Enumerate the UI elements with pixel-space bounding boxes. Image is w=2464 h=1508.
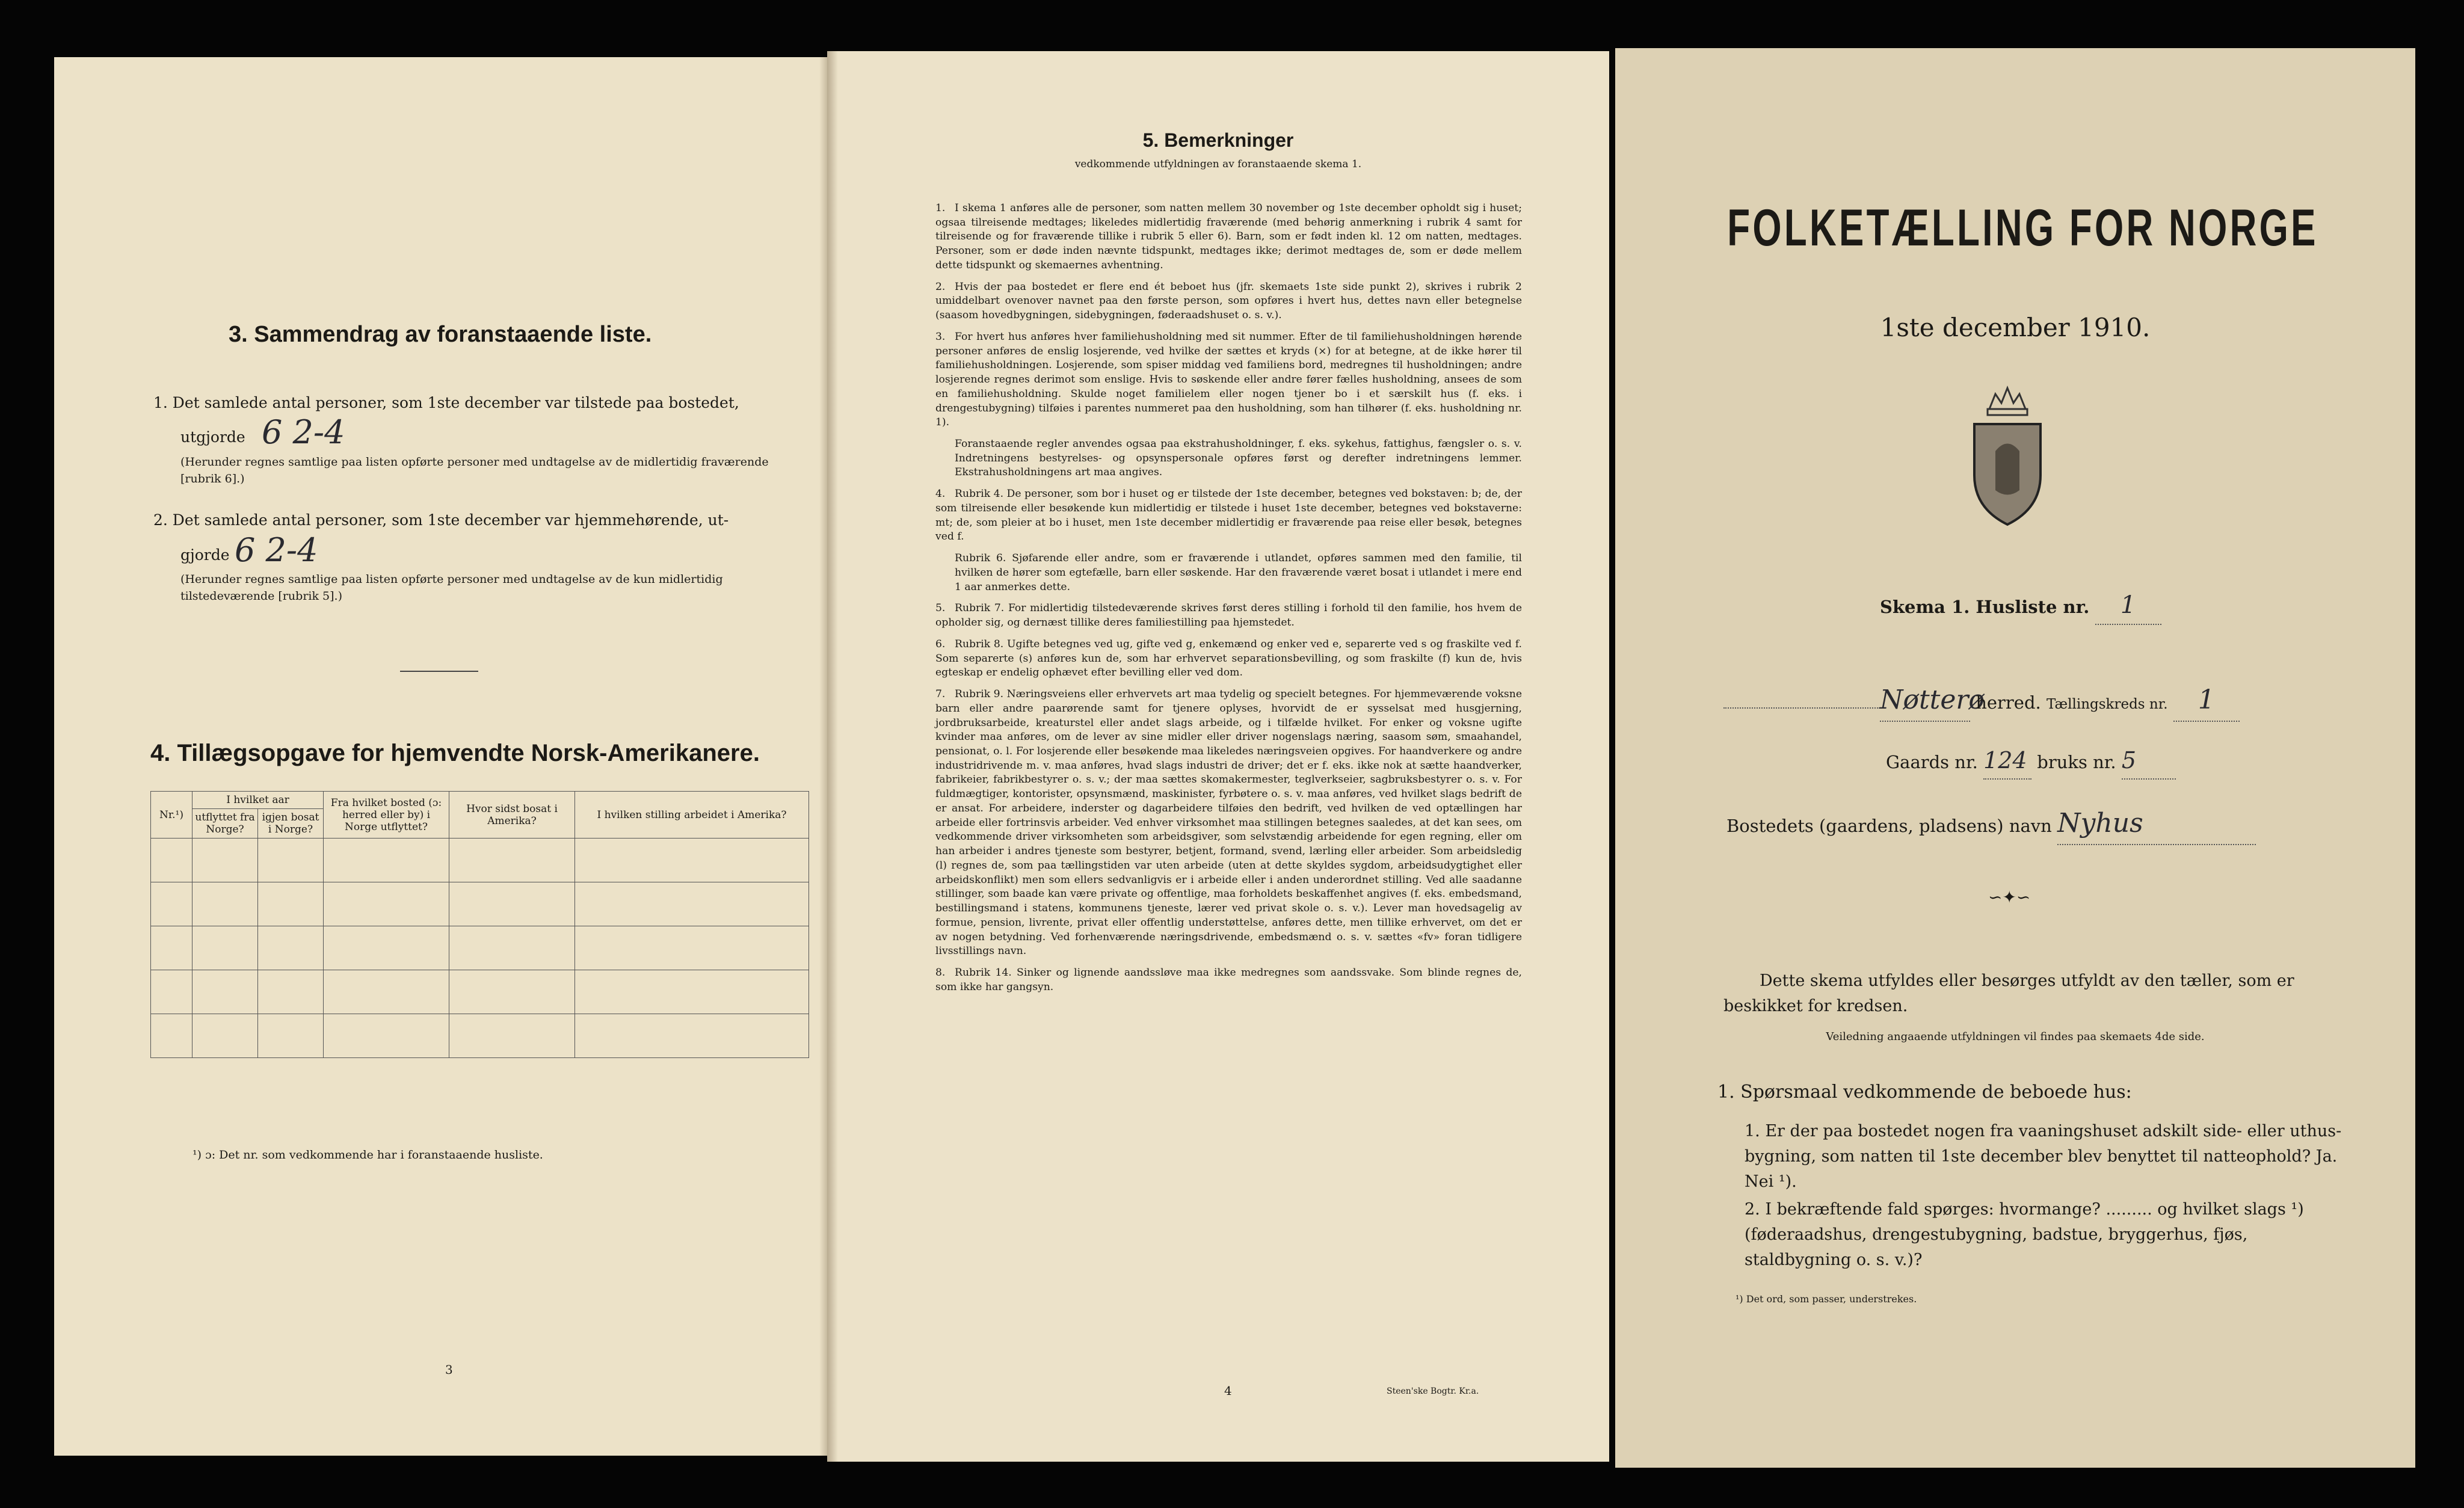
q2-note: (Herunder regnes samtlige paa listen opførte personer med undtagelse av de kun midlertidig tilstedeværende [rubrik 5].) bbox=[180, 573, 723, 603]
page-number: 3 bbox=[445, 1362, 453, 1377]
census-date: 1ste december 1910. bbox=[1880, 313, 2151, 342]
tilleg-table bbox=[150, 791, 809, 1058]
q2-text: 2. Det samlede antal personer, som 1ste december var hjemmehørende, ut- bbox=[153, 511, 729, 529]
footnote: ¹) ɔ: Det nr. som vedkommende har i foranstaaende husliste. bbox=[192, 1148, 543, 1162]
herred-label: herred. bbox=[1976, 692, 2041, 713]
para-text: I skema 1 anføres alle de personer, som natten mellem 30 november og 1ste december opholdt sig i huset; ogsaa tilreisende medtages; likeledes midlertidig fraværende (med behørig anmerkning i rubrik 4 samt for tilreisende og for fraværende tillike i rubrik 5 eller 6). Barn, som er født inden kl. 12 om natten, medtages. Personer, som er døde inden nævnte tidspunkt, medtages ikke; derimot medtages de, som er døde mellem dette tidspunkt og skemaernes avhentning. bbox=[935, 202, 1522, 271]
q1-text: 1. Det samlede antal personer, som 1ste december var tilstede paa bostedet, bbox=[153, 394, 739, 411]
para-number: 7. bbox=[935, 688, 946, 701]
bruks-nr: 5 bbox=[2122, 743, 2176, 780]
col-group-year: I hvilket aar bbox=[192, 792, 324, 809]
q2-prefix: gjorde bbox=[180, 546, 230, 564]
col-bosat: igjen bosat i Norge? bbox=[258, 809, 324, 839]
section3-heading: 3. Sammendrag av foranstaaende liste. bbox=[229, 322, 652, 347]
gaards-line bbox=[1886, 743, 2176, 780]
para-number: 8. bbox=[935, 966, 946, 979]
q1-prefix: utgjorde bbox=[180, 428, 245, 446]
kreds-nr: 1 bbox=[2173, 680, 2240, 722]
instructions: Dette skema utfyldes eller besørges utfyldt av den tæller, som er beskikket for kredsen. bbox=[1723, 971, 2294, 1015]
col-sidst: Hvor sidst bosat i Amerika? bbox=[449, 792, 575, 839]
para-text: Rubrik 7. For midlertidig tilstedeværende skrives først deres stilling i forhold til den familie, hos hvem de opholder sig, og dernæst tillike deres familiestilling paa hjemstedet. bbox=[935, 602, 1522, 629]
remarks-subheading: vedkommende utfyldningen av foranstaaende skema 1. bbox=[1074, 158, 1362, 170]
table-row bbox=[151, 839, 809, 882]
skema-label-text: Skema 1. Husliste nr. bbox=[1880, 597, 2090, 617]
gaards-nr: 124 bbox=[1983, 743, 2031, 780]
question-1: 1. Er der paa bostedet nogen fra vaaningshuset adskilt side- eller uthus-bygning, som natten til 1ste december blev benyttet til natteophold? Ja. Nei ¹). bbox=[1745, 1122, 2342, 1191]
q1-value: 6 2-4 bbox=[262, 413, 345, 451]
gaards-label: Gaards nr. bbox=[1886, 752, 1978, 772]
skema-label bbox=[1880, 586, 2161, 625]
table-row bbox=[151, 1014, 809, 1058]
para-number: 2. bbox=[935, 280, 946, 293]
instructions-note: Veiledning angaaende utfyldningen vil findes paa skemaets 4de side. bbox=[1826, 1030, 2205, 1043]
questions-heading: 1. Spørsmaal vedkommende de beboede hus: bbox=[1717, 1082, 2132, 1103]
herred-value: Nøtterø bbox=[1880, 680, 1970, 722]
fold-shadow bbox=[827, 51, 838, 1462]
bosted-line bbox=[1726, 803, 2256, 845]
para-text: For hvert hus anføres hver familiehusholdning med sit nummer. Efter de til familiehusholdningen hørende personer anføres de enslig losjerende, ved hvilke der sættes et kryds (×) for at betegne, at de ikke hører til familiehusholdningen. Losjerende, som spiser middag ved familiens bord, medregnes til husholdningen; andre losjerende regnes derimot som enslige. Hvis to søskende eller andre fører fælles husholdning, ansees de som en familiehusholdning. Skulde noget familielem eller nogen tjener bo i et særskilt hus (f. eks. i drengestubygning) tilføies i parentes nummeret paa den husholdning, som han tilhører (f. eks. husholdning nr. 1). bbox=[935, 330, 1522, 429]
table-row bbox=[151, 926, 809, 970]
page-number: 4 bbox=[1224, 1383, 1232, 1398]
table-row bbox=[151, 882, 809, 926]
left-page bbox=[54, 57, 830, 1456]
col-nr: Nr.¹) bbox=[151, 792, 192, 839]
para-text: Rubrik 6. Sjøfarende eller andre, som er fraværende i utlandet, opføres sammen med den familie, til hvilken de hører som egtefælle, barn eller søskende. Har den fraværende været bosat i utlandet i mere end 1 aar anmerkes dette. bbox=[955, 552, 1522, 593]
col-utflyttet: utflyttet fra Norge? bbox=[192, 809, 258, 839]
para-number: 1. bbox=[935, 202, 946, 214]
ornament-icon: ∽✦∽ bbox=[1988, 887, 2031, 907]
q2-value: 6 2-4 bbox=[235, 531, 318, 569]
herred-line bbox=[1723, 680, 2385, 722]
table-row bbox=[151, 970, 809, 1014]
middle-page bbox=[827, 51, 1609, 1462]
printer-mark: Steen'ske Bogtr. Kr.a. bbox=[1387, 1386, 1479, 1396]
section4-heading: 4. Tillægsopgave for hjemvendte Norsk-Amerikanere. bbox=[150, 740, 760, 766]
para-number: 5. bbox=[935, 602, 946, 615]
bosted-label: Bostedets (gaardens, pladsens) navn bbox=[1726, 816, 2052, 836]
para-text: Rubrik 14. Sinker og lignende aandssløve maa ikke medregnes som aandssvake. Som blinde regnes de, som ikke har gangsyn. bbox=[935, 966, 1522, 993]
question-2: 2. I bekræftende fald spørges: hvormange? ......... og hvilket slags ¹) (føderaadshus, drengestubygning, badstue, bryggerhus, fjøs, staldbygning o. s. v.)? bbox=[1745, 1200, 2304, 1269]
para-text: Rubrik 4. De personer, som bor i huset og er tilstede der 1ste december, betegnes ved bokstaven: b; de, der som tilreisende eller besøkende kun midlertidig er tilstede i huset 1ste december, betegnes ved bokstaverne: mt; de, som pleier at bo i huset, men 1ste december midlertidig er fraværende paa reise eller besøk, betegnes ved f. bbox=[935, 488, 1522, 543]
remarks-body bbox=[935, 202, 1522, 1002]
para-text: Hvis der paa bostedet er flere end ét beboet hus (jfr. skemaets 1ste side punkt 2), skrives i rubrik 2 umiddelbart ovenover navnet paa den første person, som opføres i hvert hus, dettes navn eller betegnelse (saasom hovedbygningen, sidebygningen, føderaadshuset o. s. v.). bbox=[935, 280, 1522, 322]
col-bosted: Fra hvilket bosted (ɔ: herred eller by) i Norge utflyttet? bbox=[324, 792, 449, 839]
para-text: Foranstaaende regler anvendes ogsaa paa ekstrahusholdninger, f. eks. sykehus, fattighus, fængsler o. s. v. Indretningens bestyrelses- og opsynspersonale opføres først og derefter indretningens lemmer. Ekstrahusholdningens art maa angives. bbox=[955, 438, 1522, 479]
coat-of-arms-icon bbox=[1962, 385, 2053, 529]
col-stilling: I hvilken stilling arbeidet i Amerika? bbox=[575, 792, 809, 839]
para-number: 3. bbox=[935, 330, 946, 343]
footnote: ¹) Det ord, som passer, understrekes. bbox=[1736, 1293, 1917, 1305]
para-text: Rubrik 8. Ugifte betegnes ved ug, gifte ved g, enkemænd og enker ved e, separerte ved s og fraskilte ved f. Som separerte (s) anføres kun de, som har erhvervet separationsbevilling, og som fraskilte (f) kun de, hvis egteskap er endelig ophævet efter bevilling eller ved dom. bbox=[935, 638, 1522, 679]
para-number: 4. bbox=[935, 488, 946, 500]
husliste-nr: 1 bbox=[2095, 586, 2161, 625]
q1-note: (Herunder regnes samtlige paa listen opførte personer med undtagelse av de midlertidig fraværende [rubrik 6].) bbox=[180, 455, 769, 485]
bosted-value: Nyhus bbox=[2057, 803, 2256, 845]
census-title: FOLKETÆLLING FOR NORGE bbox=[1727, 199, 2318, 257]
bruks-label: bruks nr. bbox=[2037, 752, 2116, 772]
kreds-label: Tællingskreds nr. bbox=[2046, 697, 2168, 712]
para-number: 6. bbox=[935, 638, 946, 650]
para-text: Rubrik 9. Næringsveiens eller erhvervets art maa tydelig og specielt betegnes. For hjemmeværende voksne barn eller andre paarørende samt for tjenere oplyses, hvorvidt de er sysselsat med husgjerning, jordbruksarbeide, kreaturstel eller andet slags arbeide, og i tilfælde hvilket. For enker og voksne ugifte kvinder maa anføres, om de lever av sine midler eller driver nogenslags næring, saasom søm, smaahandel, pensionat, o. l. For losjerende eller besøkende maa likeledes næringsveien opgives. For haandverkere og andre industridrivende m. v. maa anføres, hvad slags industri de driver; det er f. eks. ikke nok at sætte haandverker, fabrikeier, fabrikbestyrer o. s. v.; der maa sættes skomakermester, teglverkseier, sagbruksbestyrer o. s. v. For fuldmægtiger, kontorister, opsynsmænd, maskinister, fyrbøtere o. s. v. maa anføres, ved hvilket slags bedrift de er ansat. For arbeidere, inderster og dagarbeidere tilføies den bedrift, ved hvilken de ved optællingen har arbeide eller fortrinsvis arbeider. Ved enhver virksomhet maa stillingen betegnes saaledes, at det kan sees, om vedkommende driver virksomheten som arbeidsgiver, som selvstændig arbeidende for egen regning, eller om han arbeider i andres tjeneste som bestyrer, betjent, formand, svend, lærling eller arbeider. Som arbeidsledig (l) regnes de, som paa tællingstiden var uten arbeide (uten at dette skyldes sygdom, arbeidsudygtighet eller arbeidskonflikt) men som ellers sedvanligvis er i arbeide eller i anden underordnet stilling. Ved alle saadanne stillinger, som baade kan være private og offentlige, maa forholdets beskaffenhet angives (f. eks. embedsmand, bestillingsmand i statens, kommunens tjeneste, lærer ved privat skole o. s. v.). Lever man hovedsagelig av formue, pension, livrente, privat eller offentlig understøttelse, anføres dette, men tillike erhvervet, om det er av nogen betydning. Ved forhenværende næringsdrivende, embedsmænd o. s. v. sættes «fv» foran tidligere livsstillings navn. bbox=[935, 688, 1522, 958]
remarks-heading: 5. Bemerkninger bbox=[1142, 129, 1294, 151]
separator-line bbox=[400, 671, 478, 672]
right-page bbox=[1615, 48, 2415, 1468]
